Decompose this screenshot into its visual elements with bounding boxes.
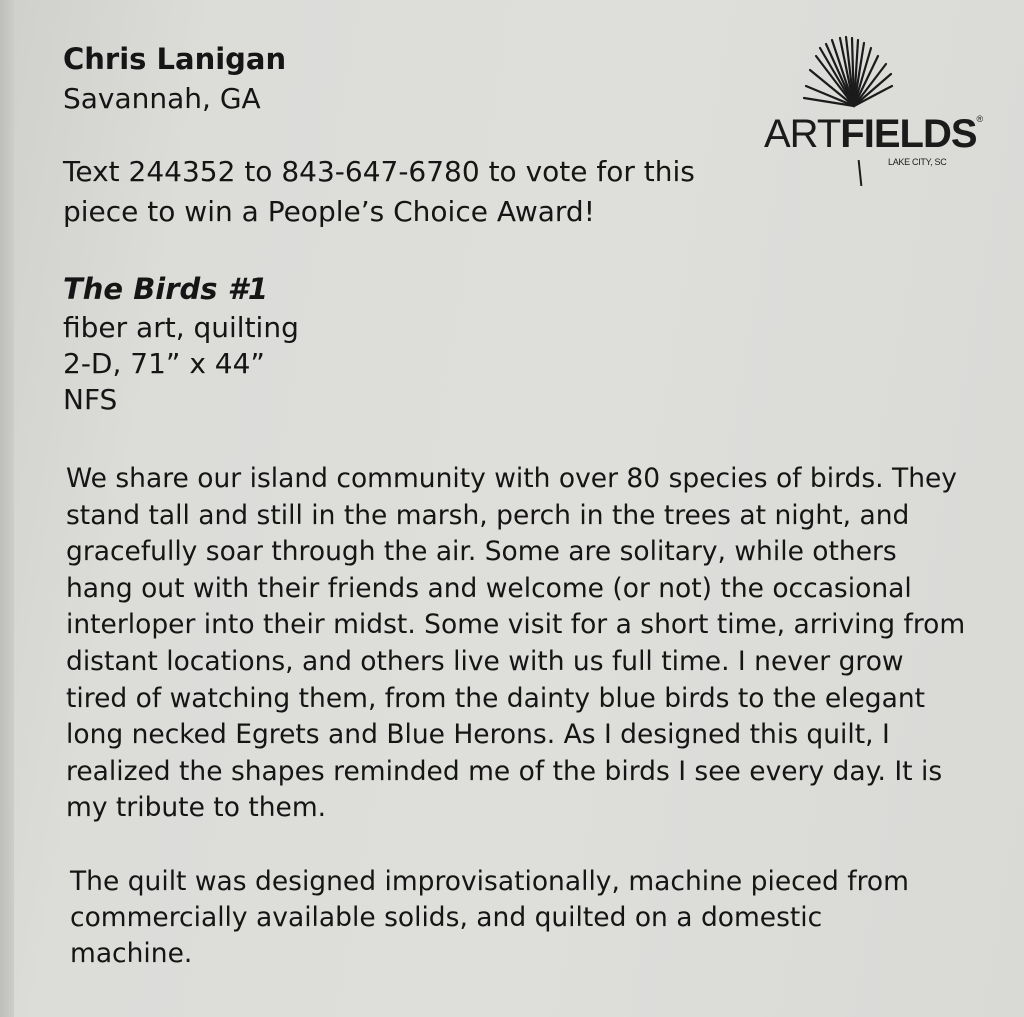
- pine-needle-tuft-icon: [796, 34, 896, 114]
- artwork-medium: fiber art, quilting: [63, 311, 299, 344]
- artist-name: Chris Lanigan: [63, 42, 287, 76]
- artist-statement: We share our island community with over 80 species of birds. They stand tall and still in the marsh, perch in the trees at night, and gracefully soar through the air. Some are solitary, while others hang out with their friends and welcome (or not) the occasional interloper into their midst. Some visit for a short time, arriving from distant locations, and others live with us full time. I never grow tired of watching them, from the dainty blue birds to the elegant long necked Egrets and Blue Herons. As I designed this quilt, I realized the shapes reminded me of the birds I see every day. It is my tribute to them.: [66, 463, 966, 824]
- artfields-wordmark: ARTFIELDS®: [764, 112, 984, 156]
- logo-stem: [858, 160, 863, 186]
- artist-location: Savannah, GA: [63, 82, 261, 115]
- vote-instructions: Text 244352 to 843-647-6780 to vote for this piece to win a People’s Choice Award!: [63, 155, 695, 228]
- artfields-logo: [758, 30, 984, 195]
- artwork-title: The Birds #1: [63, 272, 269, 306]
- card-left-edge: [0, 0, 14, 1017]
- artwork-price: NFS: [63, 383, 118, 416]
- process-description: The quilt was designed improvisationally, machine pieced from commercially available solids, and quilted on a domestic machine.: [70, 866, 909, 969]
- logo-location: LAKE CITY, SC: [888, 157, 947, 167]
- artwork-dimensions: 2-D, 71” x 44”: [63, 347, 265, 380]
